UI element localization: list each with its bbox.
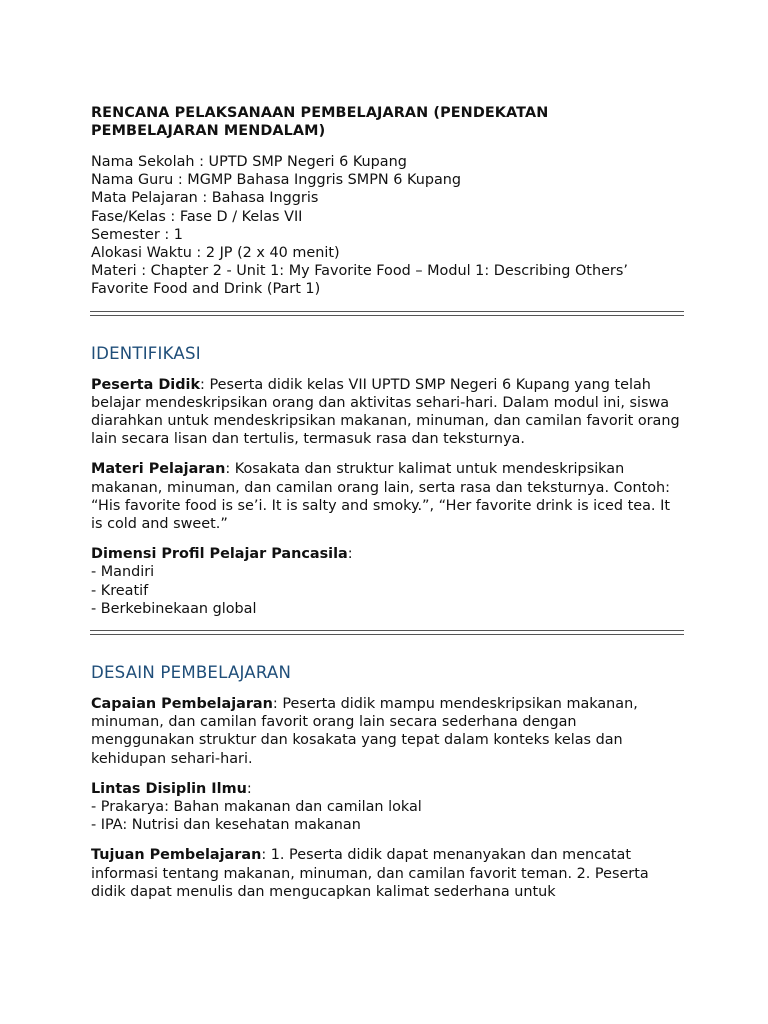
list-item: - Mandiri: [91, 564, 155, 581]
label-materi-pelajaran: Materi Pelajaran: [91, 461, 226, 478]
document-meta: [91, 153, 681, 299]
meta-subject: Mata Pelajaran : Bahasa Inggris: [91, 190, 319, 207]
list-item: - Kreatif: [91, 582, 149, 599]
meta-semester: Semester : 1: [91, 226, 183, 243]
paragraph-tujuan: [91, 846, 681, 901]
label-dimensi-profil: Dimensi Profil Pelajar Pancasila: [91, 546, 348, 563]
text-tujuan: : 1. Peserta didik dapat menanyakan dan mencatat informasi tentang makanan, minuman, dan camilan favorit teman. 2. Peserta didik dapat menulis dan mengucapkan kalimat sederhana untuk: [91, 847, 649, 900]
text-materi-pelajaran: : Kosakata dan struktur kalimat untuk mendeskripsikan makanan, minuman, dan camilan orang lain, serta rasa dan teksturnya. Contoh: “His favorite food is se’i. It is salty and smoky.”, “Her favorite drink is iced tea. It is cold and sweet.”: [91, 461, 670, 533]
label-lintas-disiplin-colon: :: [246, 780, 252, 797]
label-lintas-disiplin: Lintas Disiplin Ilmu: [91, 780, 247, 797]
document-content: [91, 104, 681, 901]
meta-time-allocation: Alokasi Waktu : 2 JP (2 x 40 menit): [91, 245, 340, 262]
meta-material: Materi : Chapter 2 - Unit 1: My Favorite Food – Modul 1: Describing Others’ Favorite Food and Drink (Part 1): [91, 263, 628, 298]
document-title: RENCANA PELAKSANAAN PEMBELAJARAN (PENDEKATAN PEMBELAJARAN MENDALAM): [91, 105, 549, 139]
label-peserta-didik: Peserta Didik: [91, 376, 201, 393]
paragraph-peserta-didik: [91, 376, 681, 449]
list-item: - Berkebinekaan global: [91, 600, 257, 617]
text-capaian: : Peserta didik mampu mendeskripsikan makanan, minuman, dan camilan favorit orang lain secara sederhana dengan menggunakan struktur dan kosakata yang tepat dalam konteks kelas dan kehidupan sehari-hari.: [91, 696, 638, 767]
label-dimensi-profil-colon: :: [347, 546, 353, 563]
label-capaian: Capaian Pembelajaran: [91, 696, 273, 713]
paragraph-materi-pelajaran: [91, 460, 681, 533]
list-item: - IPA: Nutrisi dan kesehatan makanan: [91, 817, 361, 834]
paragraph-capaian: [91, 695, 681, 768]
section-heading-identifikasi: IDENTIFIKASI: [91, 343, 201, 363]
paragraph-dimensi-profil: [91, 545, 681, 618]
list-item: - Prakarya: Bahan makanan dan camilan lokal: [91, 799, 422, 816]
paragraph-lintas-disiplin: [91, 780, 681, 835]
section-divider: [90, 311, 684, 316]
label-tujuan: Tujuan Pembelajaran: [91, 847, 262, 864]
meta-school: Nama Sekolah : UPTD SMP Negeri 6 Kupang: [91, 154, 407, 170]
meta-teacher: Nama Guru : MGMP Bahasa Inggris SMPN 6 Kupang: [91, 172, 462, 189]
text-peserta-didik: : Peserta didik kelas VII UPTD SMP Negeri 6 Kupang yang telah belajar mendeskripsikan orang dan aktivitas sehari-hari. Dalam modul ini, siswa diarahkan untuk mendeskripsikan makanan, minuman, dan camilan favorit orang lain secara lisan dan tertulis, termasuk rasa dan teksturnya.: [91, 376, 680, 448]
section-divider: [90, 630, 684, 635]
section-heading-desain: DESAIN PEMBELAJARAN: [91, 663, 292, 683]
meta-phase-class: Fase/Kelas : Fase D / Kelas VII: [91, 208, 303, 225]
